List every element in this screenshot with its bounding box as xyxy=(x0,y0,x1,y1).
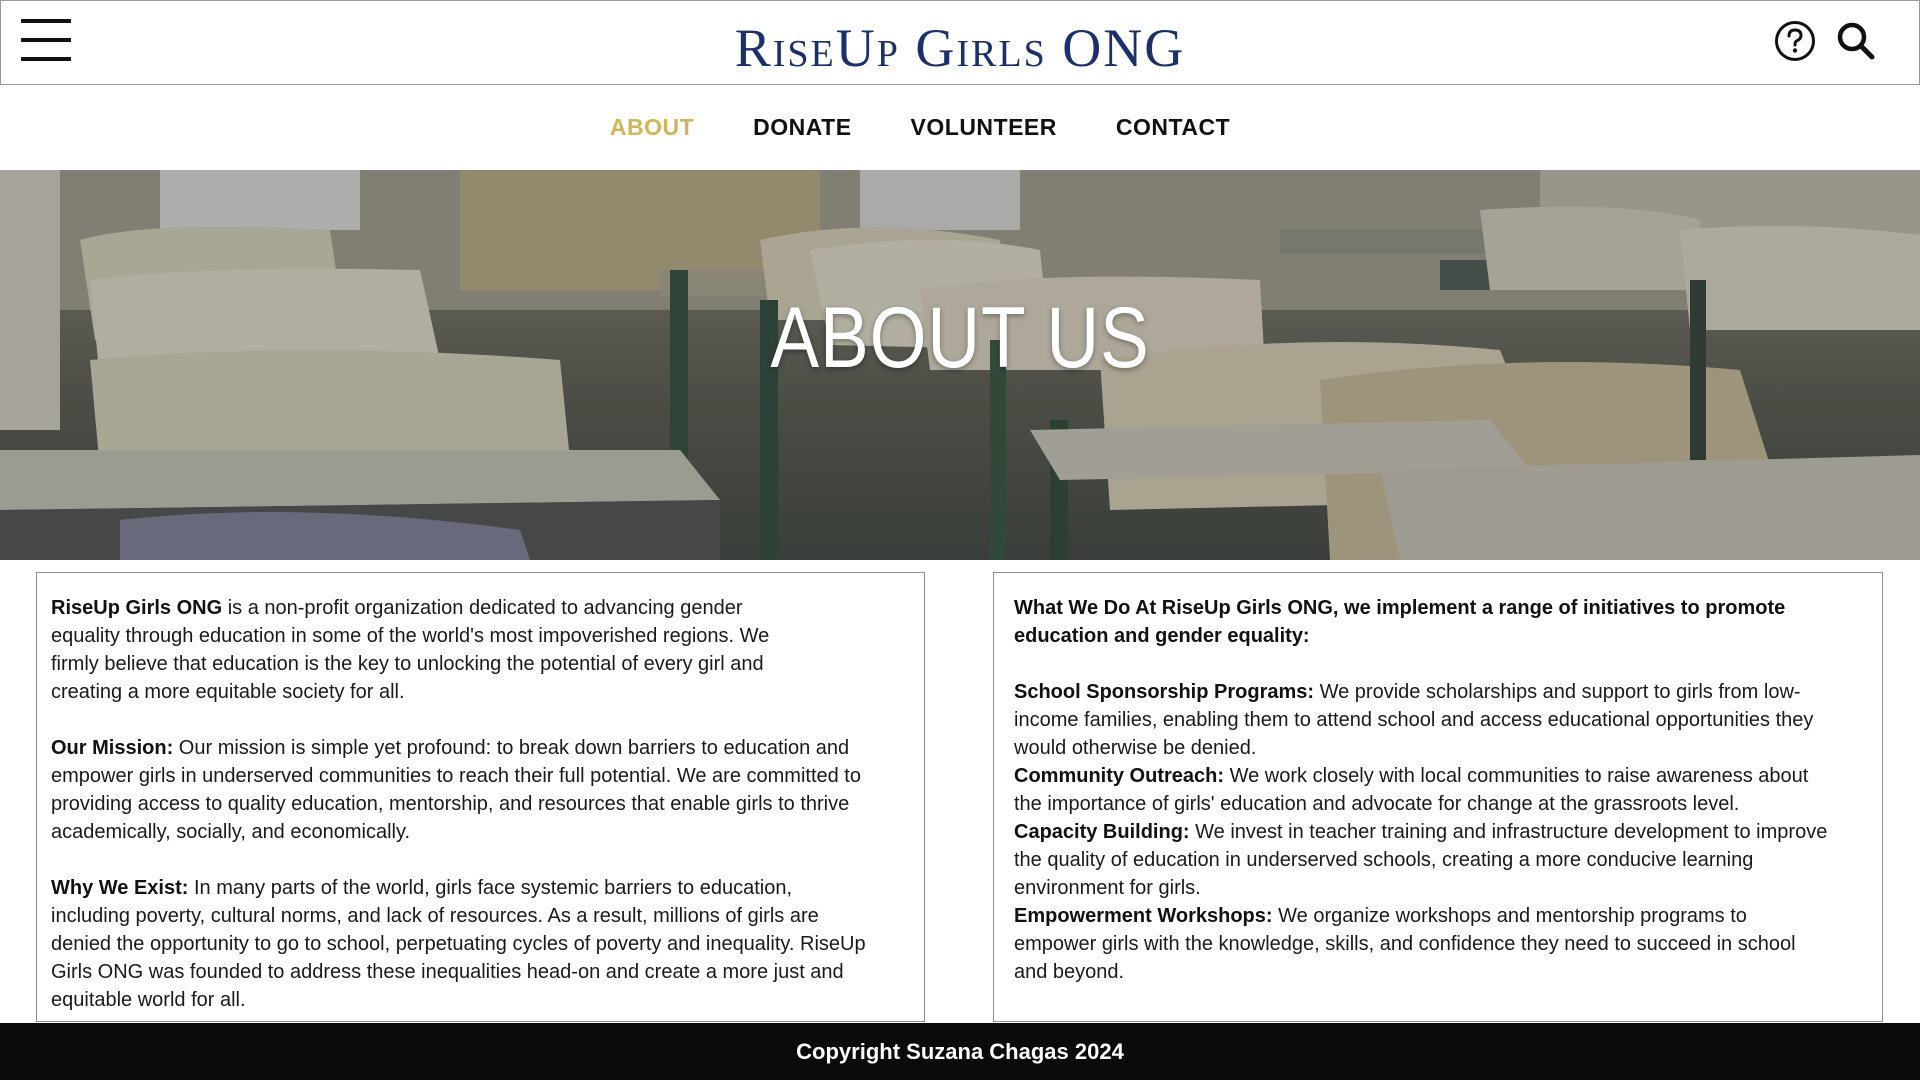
what-we-do-heading-text: What We Do At RiseUp Girls ONG, we implement a range of initiatives to promote education and gender equality: xyxy=(1014,597,1786,647)
nav-volunteer[interactable]: VOLUNTEER xyxy=(910,113,1057,140)
mission-paragraph xyxy=(51,734,871,846)
list-item xyxy=(1014,678,1834,762)
why-text: In many parts of the world, girls face systemic barriers to education, including poverty, cultural norms, and lack of resources. As a result, millions of girls are denied the opportunity to go to school, perpetuating cycles of poverty and inequality. RiseUp Girls ONG was founded to address these inequalities head-on and create a more just and equitable world for all. xyxy=(51,877,866,1011)
hero-title: ABOUT US xyxy=(770,290,1150,386)
nav-contact[interactable]: CONTACT xyxy=(1115,113,1231,140)
site-footer xyxy=(0,1023,1920,1080)
mission-label: Our Mission: xyxy=(51,737,174,759)
item-text: We organize workshops and mentorship programs to empower girls with the knowledge, skills, and confidence they need to succeed in school and beyond. xyxy=(1014,905,1796,983)
why-label: Why We Exist: xyxy=(51,877,189,899)
nav-about[interactable]: ABOUT xyxy=(609,113,695,140)
list-item xyxy=(1014,762,1834,818)
nav-donate[interactable]: DONATE xyxy=(753,113,852,140)
about-panel xyxy=(36,572,925,1022)
search-icon[interactable] xyxy=(1835,20,1877,62)
main-nav xyxy=(0,84,1920,170)
list-item xyxy=(1014,902,1834,986)
intro-paragraph xyxy=(51,594,771,706)
list-item xyxy=(1014,818,1834,902)
item-title: School Sponsorship Programs: xyxy=(1014,681,1315,703)
item-text: We work closely with local communities to raise awareness about the importance of girls' education and advocate for change at the grassroots level. xyxy=(1014,765,1809,815)
intro-bold: RiseUp Girls ONG xyxy=(51,597,223,619)
intro-text: is a non-profit organization dedicated to advancing gender equality through education in some of the world's most impoverished regions. We firmly believe that education is the key to unlocking the potential of every girl and creating a more equitable society for all. xyxy=(51,597,770,703)
why-paragraph xyxy=(51,874,871,1014)
mission-text: Our mission is simple yet profound: to break down barriers to education and empower girls in underserved communities to reach their full potential. We are committed to providing access to quality education, mentorship, and resources that enable girls to thrive academically, socially, and economically. xyxy=(51,737,861,843)
copyright-text: Copyright Suzana Chagas 2024 xyxy=(796,1039,1124,1064)
item-title: Community Outreach: xyxy=(1014,765,1225,787)
site-logo-title[interactable]: RiseUp Girls ONG xyxy=(734,18,1186,78)
site-header xyxy=(0,0,1920,85)
item-text: We provide scholarships and support to girls from low-income families, enabling them to attend school and access educational opportunities they would otherwise be denied. xyxy=(1014,681,1814,759)
what-we-do-panel xyxy=(993,572,1883,1022)
what-we-do-heading xyxy=(1014,594,1834,650)
hero-banner xyxy=(0,170,1920,560)
initiatives-list xyxy=(1014,678,1834,986)
help-icon[interactable] xyxy=(1773,19,1817,63)
item-title: Capacity Building: xyxy=(1014,821,1190,843)
item-title: Empowerment Workshops: xyxy=(1014,905,1273,927)
item-text: We invest in teacher training and infrastructure development to improve the quality of education in underserved schools, creating a more conducive learning environment for girls. xyxy=(1014,821,1828,899)
